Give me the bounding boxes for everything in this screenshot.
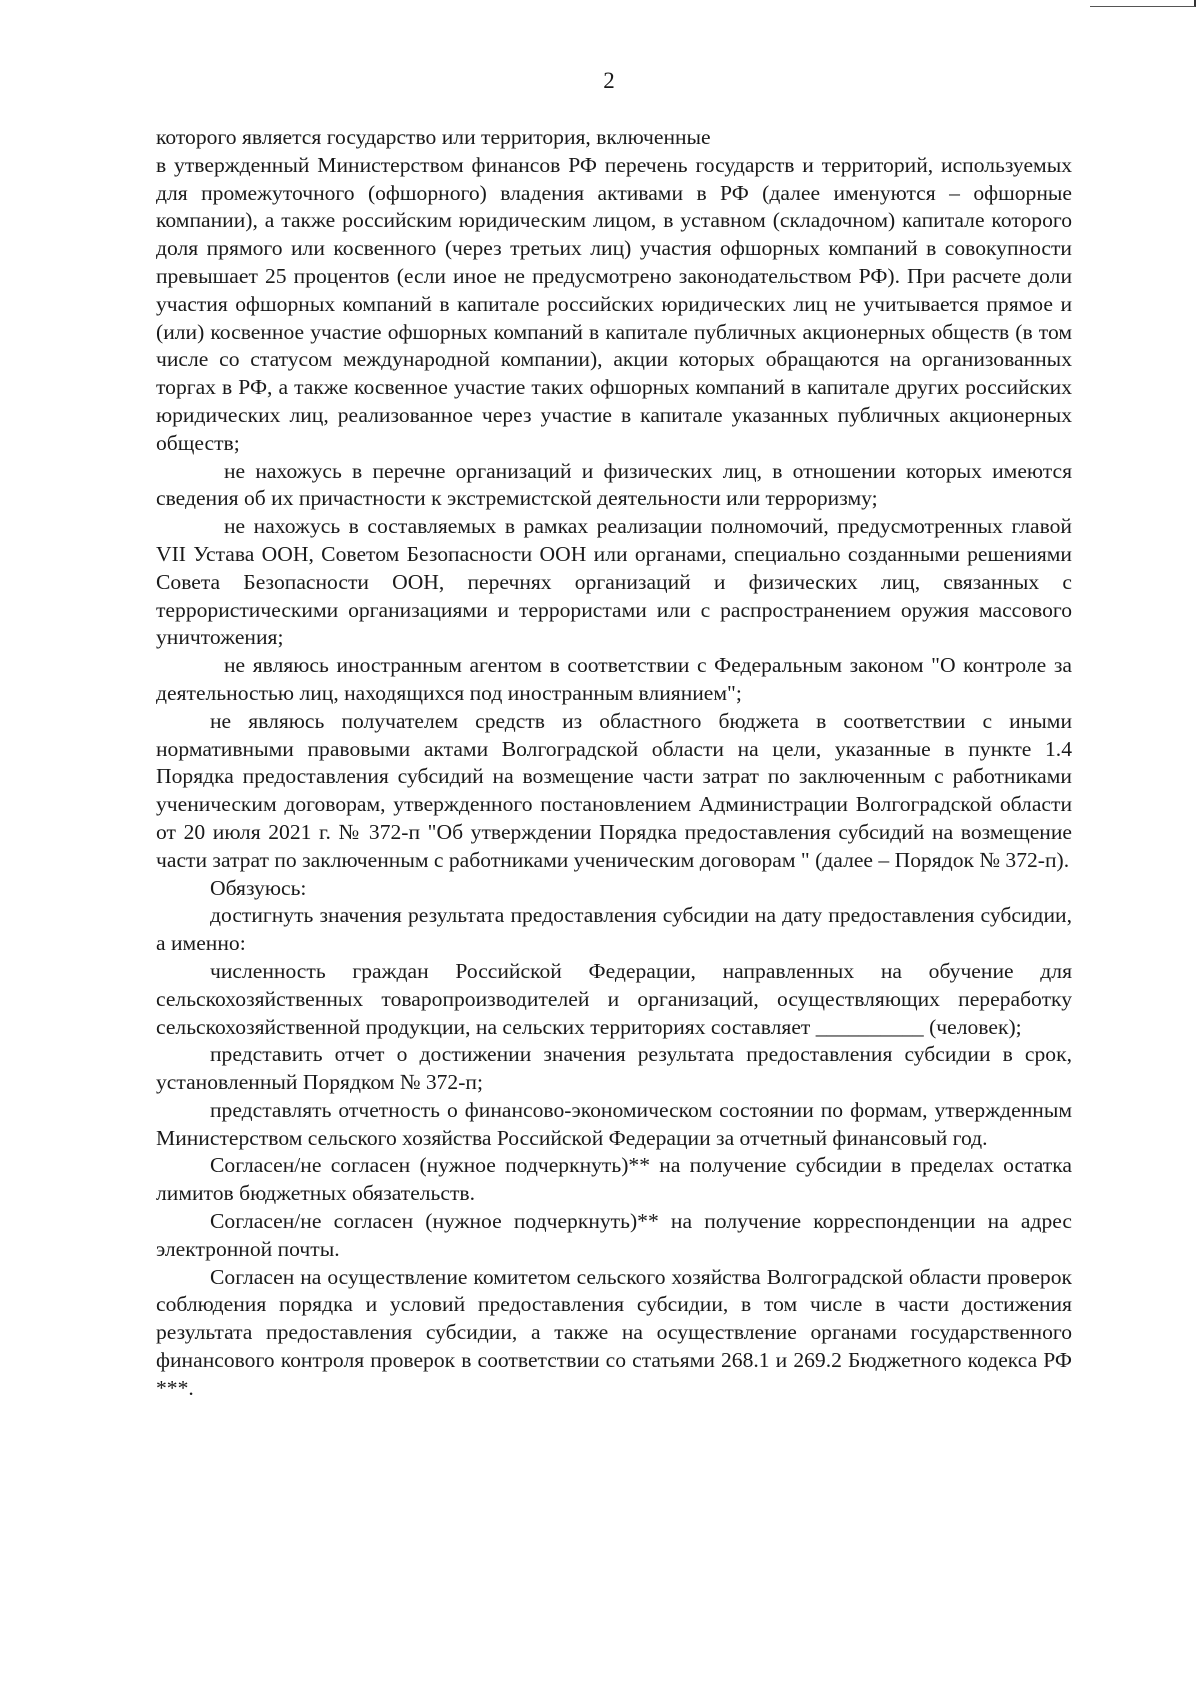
paragraph: представить отчет о достижении значения результата предоставления субсидии в срок, установленный Порядком № 372-п; — [156, 1042, 1072, 1095]
paragraph: численность граждан Российской Федерации, направленных на обучение для сельскохозяйственных товаропроизводителей и организаций, осуществляющих переработку сельскохозяйственной продукции, на сельских территориях составляет __________ (человек); — [156, 958, 1072, 1039]
document-body — [156, 124, 1072, 1403]
paragraph: в утвержденный Министерством финансов РФ перечень государств и территорий, используемых для промежуточного (офшорного) владения активами в РФ (далее именуются – офшорные компании), а также российским юридическим лицом, в уставном (складочном) капитале которого доля прямого или косвенного (через третьих лиц) участия офшорных компаний в совокупности превышает 25 процентов (если иное не предусмотрено законодательством РФ). При расчете доли участия офшорных компаний в капитале российских юридических лиц не учитывается прямое и (или) косвенное участие офшорных компаний в капитале публичных акционерных обществ (в том числе со статусом международной компании), акции которых обращаются на организованных торгах в РФ, а также косвенное участие таких офшорных компаний в капитале других российских юридических лиц, реализованное через участие в капитале указанных публичных акционерных обществ; — [156, 152, 1072, 455]
paragraph: не нахожусь в перечне организаций и физических лиц, в отношении которых имеются сведения об их причастности к экстремистской деятельности или терроризму; — [156, 458, 1072, 511]
page-number: 2 — [603, 68, 615, 93]
paragraph: Согласен на осуществление комитетом сельского хозяйства Волгоградской области проверок соблюдения порядка и условий предоставления субсидии, в том числе в части достижения результата предоставления субсидии, а также на осуществление органами государственного финансового контроля проверок в соответствии со статьями 268.1 и 269.2 Бюджетного кодекса РФ ***. — [156, 1264, 1072, 1400]
paragraph: которого является государство или территория, включенные — [156, 125, 711, 149]
paragraph: достигнуть значения результата предоставления субсидии на дату предоставления субсидии, а именно: — [156, 903, 1072, 956]
paragraph: Согласен/не согласен (нужное подчеркнуть)** на получение субсидии в пределах остатка лимитов бюджетных обязательств. — [156, 1153, 1072, 1206]
paragraph: не нахожусь в составляемых в рамках реализации полномочий, предусмотренных главой VII Устава ООН, Советом Безопасности ООН или органами, специально созданными решениями Совета Безопасности ООН, перечнях организаций и физических лиц, связанных с террористическими организациями и террористами или с распространением оружия массового уничтожения; — [156, 514, 1072, 650]
paragraph: представлять отчетность о финансово-экономическом состоянии по формам, утвержденным Министерством сельского хозяйства Российской Федерации за отчетный финансовый год. — [156, 1097, 1072, 1150]
paragraph: Обязуюсь: — [210, 875, 307, 900]
paragraph: не являюсь получателем средств из областного бюджета в соответствии с иными нормативными правовыми актами Волгоградской области на цели, указанные в пункте 1.4 Порядка предоставления субсидий на возмещение части затрат по заключенным с работниками ученическим договорам, утвержденного постановлением Администрации Волгоградской области от 20 июля 2021 г. № 372-п "Об утверждении Порядка предоставления субсидий на возмещение части затрат по заключенным с работниками ученическим договорам " (далее – Порядок № 372-п). — [156, 708, 1072, 872]
scan-edge-mark — [1090, 0, 1196, 7]
paragraph: не являюсь иностранным агентом в соответствии с Федеральным законом "О контроле за деятельностью лиц, находящихся под иностранным влиянием"; — [156, 653, 1072, 705]
paragraph: Согласен/не согласен (нужное подчеркнуть)** на получение корреспонденции на адрес электронной почты. — [156, 1209, 1072, 1261]
